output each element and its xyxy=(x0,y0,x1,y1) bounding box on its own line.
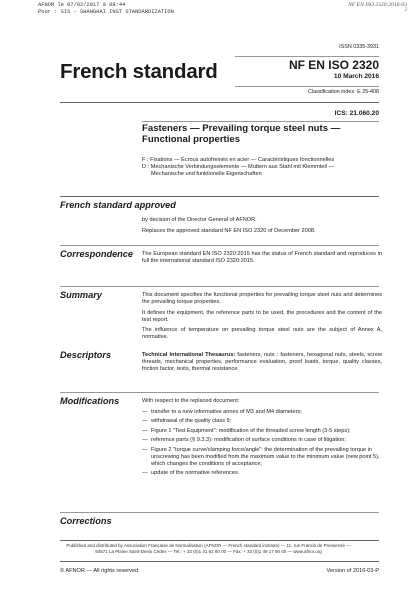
standard-number: NF EN ISO 2320 xyxy=(288,58,379,72)
correspondence-rule xyxy=(60,245,379,246)
descriptors-label: Technical International Thesaurus: xyxy=(142,352,236,358)
title-french: F : Fixations — Écrous autofreinés en acier — Caractéristiques fonctionnelles xyxy=(142,157,335,163)
modification-item: — transfer to a new informative annex of M3 and M4 diameters; xyxy=(142,409,382,416)
modifications-intro: With respect to the replaced document: xyxy=(142,398,240,404)
modifications-rule xyxy=(60,392,379,393)
document-title xyxy=(142,124,340,145)
modification-item: — Figure 1 "Test Equipment": modification of the threaded screw length (3-5 steps); xyxy=(142,428,382,435)
footer-rule xyxy=(60,540,379,541)
page-title: French standard xyxy=(60,60,218,83)
title-german-line-1: D : Mechanische Verbindungselemente — Muttern aus Stahl mit Klemmteil — xyxy=(142,164,335,171)
copyright: © AFNOR — All rights reserved xyxy=(60,568,139,574)
correspondence-text: The European standard EN ISO 2320:2015 has the status of French standard and reproduces in full the international standard ISO 2320:2015. xyxy=(142,251,382,265)
approved-text xyxy=(142,217,382,235)
footer-rule-bottom xyxy=(60,561,379,562)
publisher-line-1: Published and distributed by Association Française de Normalisation (AFNOR — French standard institute) — 11, rue Francis de Pressensé — xyxy=(66,543,351,548)
descriptors-heading: Descriptors xyxy=(60,350,112,360)
stamp-line-date: AFNOR le 07/02/2017 à 08:44 xyxy=(38,2,126,8)
descriptors-text xyxy=(142,352,382,373)
classification-index: Classification index: E 25-408 xyxy=(307,89,379,95)
summary-text xyxy=(142,292,382,342)
publisher-line-2: 93571 La Plaine Saint-Denis Cedex — Tel.: + 33 (0)1 41 62 80 00 — Fax: + 33 (0)1 49 17 90 00 — www.afnor.org xyxy=(95,549,322,555)
stamp-reference: NF EN ISO 2320:2016-03 xyxy=(348,2,407,8)
approved-paragraph-2: Replaces the approved standard NF EN ISO 2320 of December 2008. xyxy=(142,227,316,234)
correspondence-heading: Correspondence xyxy=(60,249,134,259)
summary-heading: Summary xyxy=(60,290,102,300)
version: Version of 2016-03-P xyxy=(326,568,379,574)
summary-paragraph-3: The influence of temperature on prevailing torque steel nuts are the subject of Annex A, normative. xyxy=(142,327,382,341)
summary-rule xyxy=(60,286,379,287)
title-rule xyxy=(142,121,379,122)
corrections-heading: Corrections xyxy=(60,516,112,526)
document-title-line-2: Functional properties xyxy=(142,133,241,145)
standard-date: 10 March 2016 xyxy=(333,73,379,80)
modifications-text xyxy=(142,398,382,480)
issn: ISSN 0335-3931 xyxy=(339,44,379,50)
approved-heading: French standard approved xyxy=(60,200,176,210)
modification-item: — Figure 2 "torque curve/clamping force/angle": the determination of the prevailing torque in unscrewing has been modified from the maximum value to the minimum value (new point 5), which changes the conditions of acceptance; xyxy=(142,447,382,468)
document-title-line-1: Fasteners — Prevailing torque steel nuts — xyxy=(142,123,341,134)
stamp-line-recipient: Pour : SIS - SHANGHAI INST STANDARDIZATION xyxy=(38,8,174,15)
modifications-list xyxy=(142,409,382,478)
descriptors-keywords: fasteners, nuts : fasteners, hexagonal nuts, steels, screw threads, mechanical properties, performance evaluation, proof loads, torque, quality classes, friction factor, tests, thermal resistance. xyxy=(142,352,382,373)
header-rule-top xyxy=(235,56,379,57)
summary-paragraph-1: This document specifies the functional properties for prevailing torque steel nuts and determines the prevailing torque properties. xyxy=(142,292,382,306)
modification-item: — update of the normative references. xyxy=(142,470,382,477)
ics-code: ICS: 21.060.20 xyxy=(334,110,379,117)
header-rule-mid xyxy=(235,86,379,87)
approved-rule xyxy=(60,196,379,197)
publisher-info xyxy=(38,543,379,556)
download-stamp xyxy=(38,2,174,15)
title-translations xyxy=(142,157,382,178)
summary-paragraph-2: It defines the equipment, the reference parts to be used, the procedures and the content of the test report. xyxy=(142,309,382,323)
modification-item: — reference parts (§ 9.3.3): modification of surface conditions in case of litigation; xyxy=(142,437,382,444)
approved-paragraph-1: by decision of the Director General of AFNOR. xyxy=(142,217,257,223)
corrections-rule xyxy=(60,512,379,513)
stamp-page-number: 2 xyxy=(404,8,407,13)
modifications-heading: Modifications xyxy=(60,396,120,406)
title-german-line-2: Mechanische und funktionelle Eigenschaften xyxy=(151,171,262,178)
header-rule-bottom xyxy=(60,102,379,103)
modification-item: — withdrawal of the quality class 9; xyxy=(142,418,382,425)
